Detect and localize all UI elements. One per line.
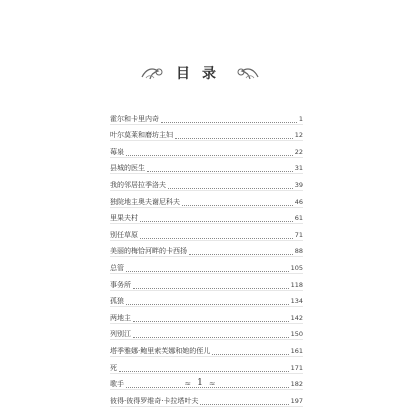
toc-entry[interactable] bbox=[110, 324, 303, 341]
toc-entry[interactable] bbox=[110, 257, 303, 274]
toc-entry-title: 孤狼 bbox=[110, 297, 124, 306]
toc-entry-page: 142 bbox=[290, 313, 303, 322]
toc-entry-title: 歌手 bbox=[110, 380, 124, 389]
toc-entry-page: 171 bbox=[290, 363, 303, 372]
footer-ornament-left: ≈ bbox=[184, 378, 192, 388]
toc-entry[interactable] bbox=[110, 158, 303, 175]
toc-entry[interactable] bbox=[110, 141, 303, 158]
toc-entry-page: 39 bbox=[294, 180, 303, 189]
toc-header bbox=[0, 60, 400, 86]
leader-dots bbox=[200, 403, 288, 405]
toc-entry[interactable] bbox=[110, 224, 303, 241]
toc-entry-title: 莓泉 bbox=[110, 147, 124, 156]
leader-dots bbox=[119, 370, 289, 372]
toc-entry-title: 县城的医生 bbox=[110, 164, 145, 173]
leader-dots bbox=[126, 154, 293, 156]
toc-entry-page: 197 bbox=[290, 396, 303, 405]
leader-dots bbox=[168, 187, 293, 189]
page-title: 目录 bbox=[176, 66, 228, 82]
toc-entry-title: 事务所 bbox=[110, 280, 131, 289]
toc-entry[interactable] bbox=[110, 208, 303, 225]
toc-entry[interactable] bbox=[110, 340, 303, 357]
leader-dots bbox=[140, 220, 293, 222]
leader-dots bbox=[182, 204, 293, 206]
page-footer bbox=[0, 378, 400, 388]
toc-entry-page: 22 bbox=[294, 147, 303, 156]
toc-entry-title: 里果夫村 bbox=[110, 214, 138, 223]
leader-dots bbox=[175, 137, 293, 139]
toc-entry[interactable] bbox=[110, 241, 303, 258]
leader-dots bbox=[161, 121, 297, 123]
toc-entry-title: 叶尔莫莱和磨坊主妇 bbox=[110, 131, 173, 140]
leader-dots bbox=[189, 253, 293, 255]
toc-entry-page: 150 bbox=[290, 330, 303, 339]
toc-entry-title: 死 bbox=[110, 363, 117, 372]
toc-entry-page: 71 bbox=[294, 230, 303, 239]
leader-dots bbox=[147, 170, 293, 172]
toc-entry-title: 彼得·彼得罗维奇·卡拉塔叶夫 bbox=[110, 396, 199, 405]
toc-entry[interactable] bbox=[110, 357, 303, 374]
leader-dots bbox=[133, 320, 289, 322]
leader-dots bbox=[133, 287, 289, 289]
toc-entry-page: 105 bbox=[290, 263, 303, 272]
toc-entry-title: 两地主 bbox=[110, 313, 131, 322]
toc-entry-title: 我的邻居拉季洛夫 bbox=[110, 180, 166, 189]
toc-entry-title: 别任草原 bbox=[110, 230, 138, 239]
toc-entry[interactable] bbox=[110, 125, 303, 142]
toc-entry-page: 12 bbox=[294, 131, 303, 140]
leader-dots bbox=[126, 270, 289, 272]
toc-entry-title: 总管 bbox=[110, 263, 124, 272]
toc-entry-page: 46 bbox=[294, 197, 303, 206]
toc-entry-title: 霍尔和卡里内奇 bbox=[110, 114, 159, 123]
toc-entry-page: 31 bbox=[294, 164, 303, 173]
toc-entry[interactable] bbox=[110, 108, 303, 125]
leader-dots bbox=[140, 237, 293, 239]
toc-entry[interactable] bbox=[110, 174, 303, 191]
toc-entry-page: 161 bbox=[290, 346, 303, 355]
toc-entry-page: 182 bbox=[290, 380, 303, 389]
floral-ornament-left-icon bbox=[140, 63, 166, 83]
toc-entry-title: 列别江 bbox=[110, 330, 131, 339]
toc-entry-page: 88 bbox=[294, 247, 303, 256]
leader-dots bbox=[126, 303, 289, 305]
page-number: 1 bbox=[197, 378, 203, 388]
toc-entry[interactable] bbox=[110, 390, 303, 407]
floral-ornament-right-icon bbox=[234, 63, 260, 83]
toc-entry[interactable] bbox=[110, 307, 303, 324]
leader-dots bbox=[133, 336, 289, 338]
footer-ornament-right: ≈ bbox=[208, 378, 216, 388]
toc-entry[interactable] bbox=[110, 191, 303, 208]
toc-entry-page: 118 bbox=[290, 280, 303, 289]
leader-dots bbox=[212, 353, 288, 355]
toc-entry[interactable] bbox=[110, 274, 303, 291]
toc-entry-title: 美丽的梅恰河畔的卡西扬 bbox=[110, 247, 187, 256]
toc-entry-page: 134 bbox=[290, 297, 303, 306]
toc-entry[interactable] bbox=[110, 291, 303, 308]
toc-entry-title: 塔季雅娜·鲍里索芙娜和她的侄儿 bbox=[110, 346, 211, 355]
toc-entry-page: 61 bbox=[294, 214, 303, 223]
table-of-contents bbox=[110, 108, 303, 407]
toc-entry-page: 1 bbox=[298, 114, 303, 123]
toc-entry-title: 独院地主奥夫谢尼科夫 bbox=[110, 197, 180, 206]
